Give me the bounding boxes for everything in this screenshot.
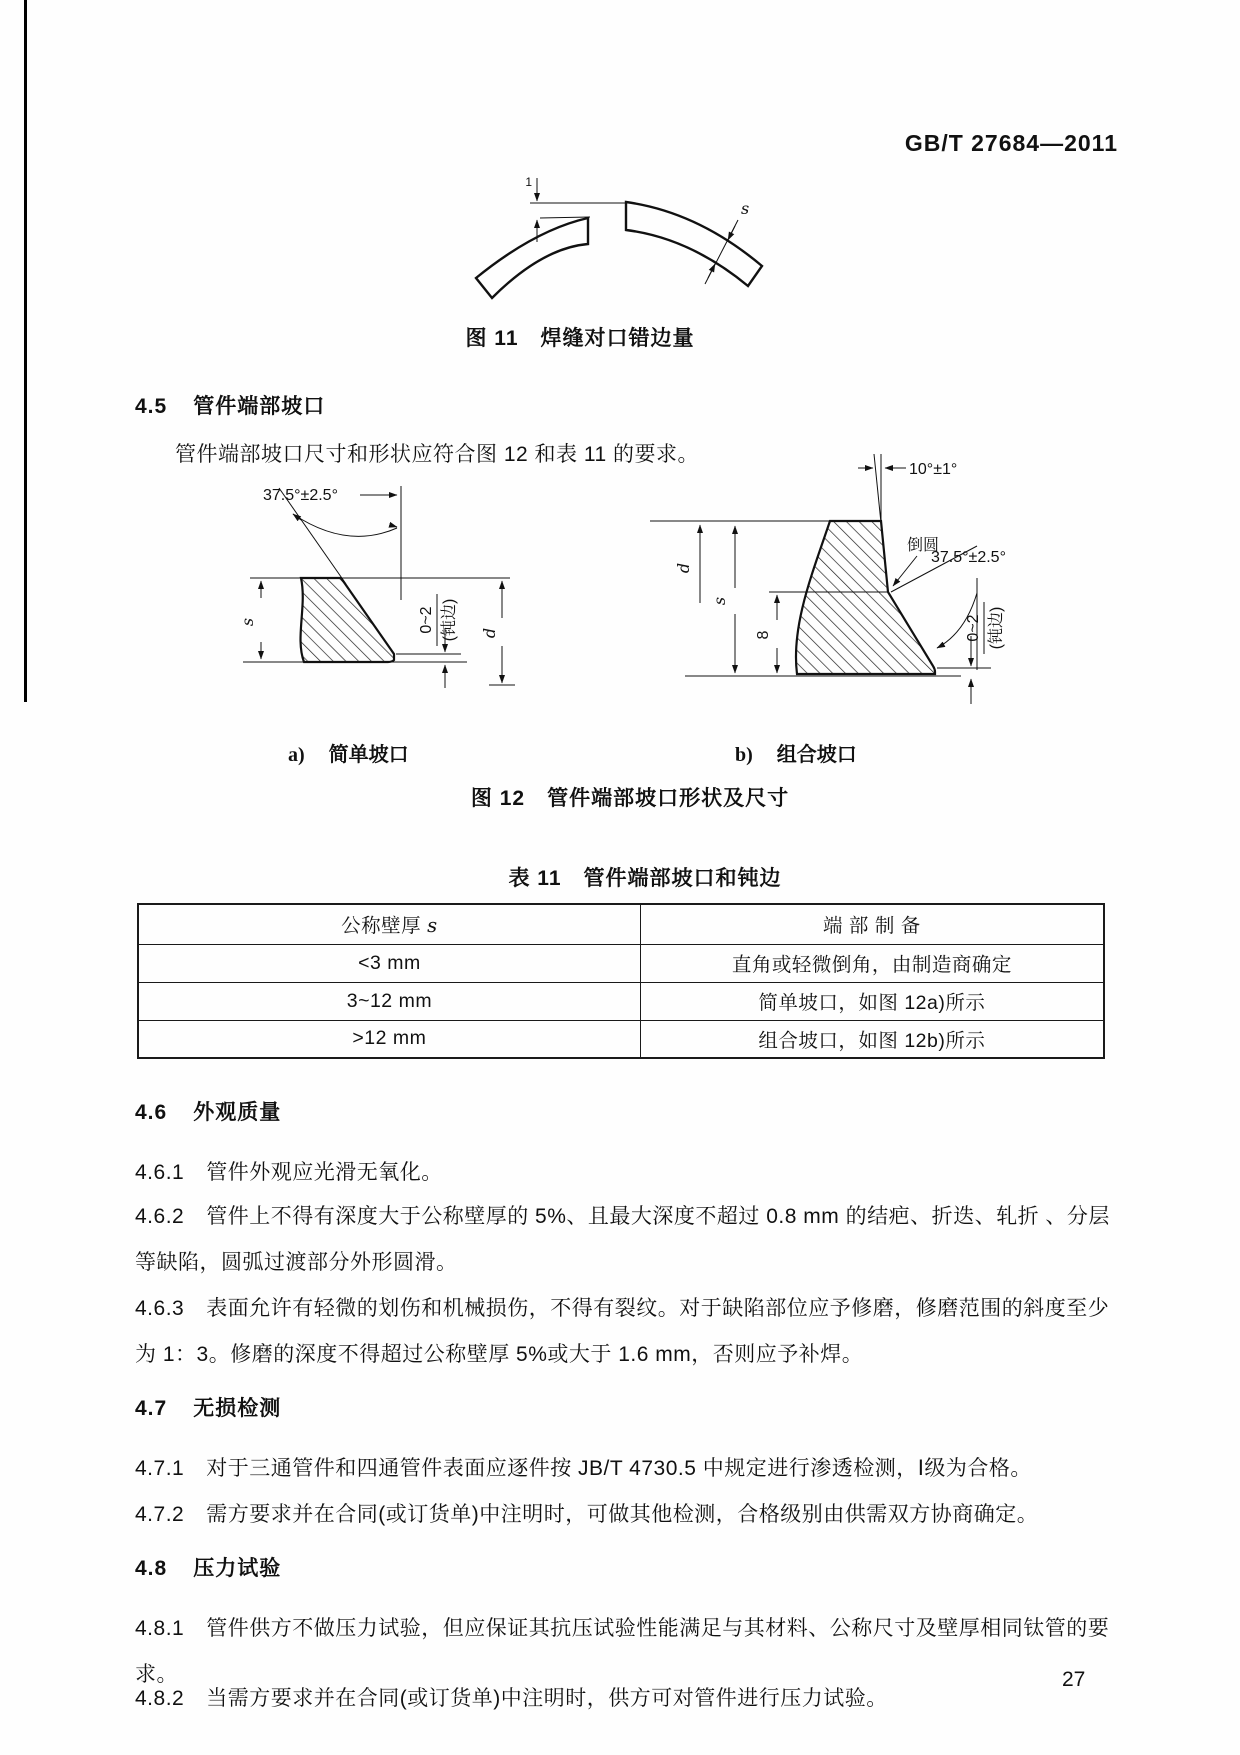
fig11-offset-dim-label: 1	[525, 175, 532, 189]
clause-text: 需方要求并在合同(或订货单)中注明时，可做其他检测，合格级别由供需双方协商确定。	[206, 1503, 1039, 1526]
clause-text: 管件外观应光滑无氧化。	[206, 1161, 443, 1184]
table-header-row	[138, 904, 1104, 944]
section-4-5-paragraph: 管件端部坡口尺寸和形状应符合图 12 和表 11 的要求。	[175, 443, 699, 466]
clause-text: 管件供方不做压力试验，但应保证其抗压试验性能满足与其材料、公称尺寸及壁厚相同钛管的要求。	[135, 1617, 1110, 1686]
table-11-title: 表 11 管件端部坡口和钝边	[508, 867, 782, 890]
clause-number: 4.6.3	[135, 1297, 185, 1320]
fig12b-blunt-edge-dim-label: 0~2	[965, 614, 982, 642]
section-4-6-heading	[135, 1096, 281, 1126]
clause-text: 对于三通管件和四通管件表面应逐件按 JB/T 4730.5 中规定进行渗透检测，Ⅰ级为合格。	[206, 1457, 1032, 1480]
fig12b-diameter-dim-label: d	[674, 562, 693, 574]
clause-number: 4.7.1	[135, 1457, 185, 1480]
table-col1-header-text: 公称壁厚	[341, 915, 422, 938]
fig12b-thickness-dim-label: s	[710, 596, 729, 606]
figure-12b-label-text: 组合坡口	[776, 744, 857, 766]
cell-thickness: 3~12 mm	[138, 982, 640, 1020]
section-4-6-title: 外观质量	[193, 1101, 282, 1124]
figure-12a-simple-bevel-drawing	[205, 470, 555, 705]
section-4-6-number: 4.6	[135, 1101, 168, 1124]
clause-text: 表面允许有轻微的划伤和机械损伤，不得有裂纹。对于缺陷部位应予修磨，修磨范围的斜度至少为 1：3。修磨的深度不得超过公称壁厚 5%或大于 1.6 mm，否则应予补焊。	[135, 1297, 1110, 1366]
figure-12a-label-text: 简单坡口	[328, 744, 409, 766]
figure-12a-label-id: a)	[288, 744, 305, 766]
section-4-7-heading	[135, 1392, 281, 1422]
table-row	[138, 982, 1104, 1020]
fig12a-bevel-angle-label: 37.5°±2.5°	[263, 487, 338, 504]
section-4-7-number: 4.7	[135, 1397, 168, 1420]
scan-artifact-line	[24, 0, 27, 702]
clause-4-6-3	[135, 1286, 1113, 1378]
section-4-8-heading	[135, 1552, 281, 1582]
clause-4-7-1	[135, 1446, 1113, 1492]
table-col1-header-var: s	[427, 914, 438, 938]
table-11	[137, 903, 1105, 1059]
table-row	[138, 944, 1104, 982]
fig12a-blunt-edge-dim-label: 0~2	[418, 606, 435, 634]
clause-4-6-2	[135, 1194, 1113, 1286]
cell-prep: 直角或轻微倒角，由制造商确定	[640, 944, 1104, 982]
clause-number: 4.6.2	[135, 1205, 185, 1228]
clause-text: 当需方要求并在合同(或订货单)中注明时，供方可对管件进行压力试验。	[206, 1687, 888, 1710]
clause-text: 管件上不得有深度大于公称壁厚的 5%、且最大深度不超过 0.8 mm 的结疤、折迭、轧折 、分层等缺陷，圆弧过渡部分外形圆滑。	[135, 1205, 1110, 1274]
clause-4-8-2	[135, 1676, 1113, 1722]
section-4-5-number: 4.5	[135, 395, 168, 418]
figure-12a-label	[288, 738, 409, 767]
section-4-7-title: 无损检测	[193, 1397, 282, 1420]
table-col2-header: 端 部 制 备	[640, 904, 1104, 944]
fig11-thickness-dim-label: s	[741, 199, 750, 218]
page-number: 27	[1062, 1668, 1086, 1691]
cell-thickness: <3 mm	[138, 944, 640, 982]
figure-12b-label-id: b)	[735, 744, 753, 766]
cell-prep: 简单坡口，如图 12a)所示	[640, 982, 1104, 1020]
table-row	[138, 1020, 1104, 1058]
cell-prep: 组合坡口，如图 12b)所示	[640, 1020, 1104, 1058]
figure-12b-label	[735, 738, 857, 767]
figure-12b-combined-bevel-drawing	[625, 428, 1025, 708]
figure-11-caption: 图 11 焊缝对口错边量	[465, 327, 695, 350]
section-4-5-heading	[135, 390, 325, 420]
clause-number: 4.6.1	[135, 1161, 185, 1184]
clause-number: 4.8.1	[135, 1617, 185, 1640]
fig12a-thickness-dim-label: s	[238, 617, 257, 627]
figure-11-weld-misalignment-drawing	[440, 172, 770, 320]
fig12a-blunt-edge-note-label: (钝边)	[441, 598, 458, 642]
clause-number: 4.8.2	[135, 1687, 185, 1710]
figure-12-caption: 图 12 管件端部坡口形状及尺寸	[470, 787, 790, 810]
fig12b-depth-dim-label: 8	[755, 630, 772, 640]
standard-code: GB/T 27684—2011	[904, 130, 1118, 156]
table-col1-header	[138, 904, 640, 944]
fig12b-taper-angle-label: 10°±1°	[909, 461, 958, 478]
clause-number: 4.7.2	[135, 1503, 185, 1526]
section-4-5-title: 管件端部坡口	[193, 395, 326, 418]
fig12b-blunt-edge-note-label: (钝边)	[988, 606, 1005, 650]
cell-thickness: >12 mm	[138, 1020, 640, 1058]
fig12b-fillet-label: 倒圆	[907, 537, 940, 554]
fig12b-bevel-angle-label: 37.5°±2.5°	[931, 549, 1006, 566]
section-4-8-title: 压力试验	[193, 1557, 282, 1580]
clause-4-6-1	[135, 1150, 1113, 1196]
clause-4-7-2	[135, 1492, 1113, 1538]
section-4-8-number: 4.8	[135, 1557, 168, 1580]
fig12a-diameter-dim-label: d	[480, 627, 499, 639]
